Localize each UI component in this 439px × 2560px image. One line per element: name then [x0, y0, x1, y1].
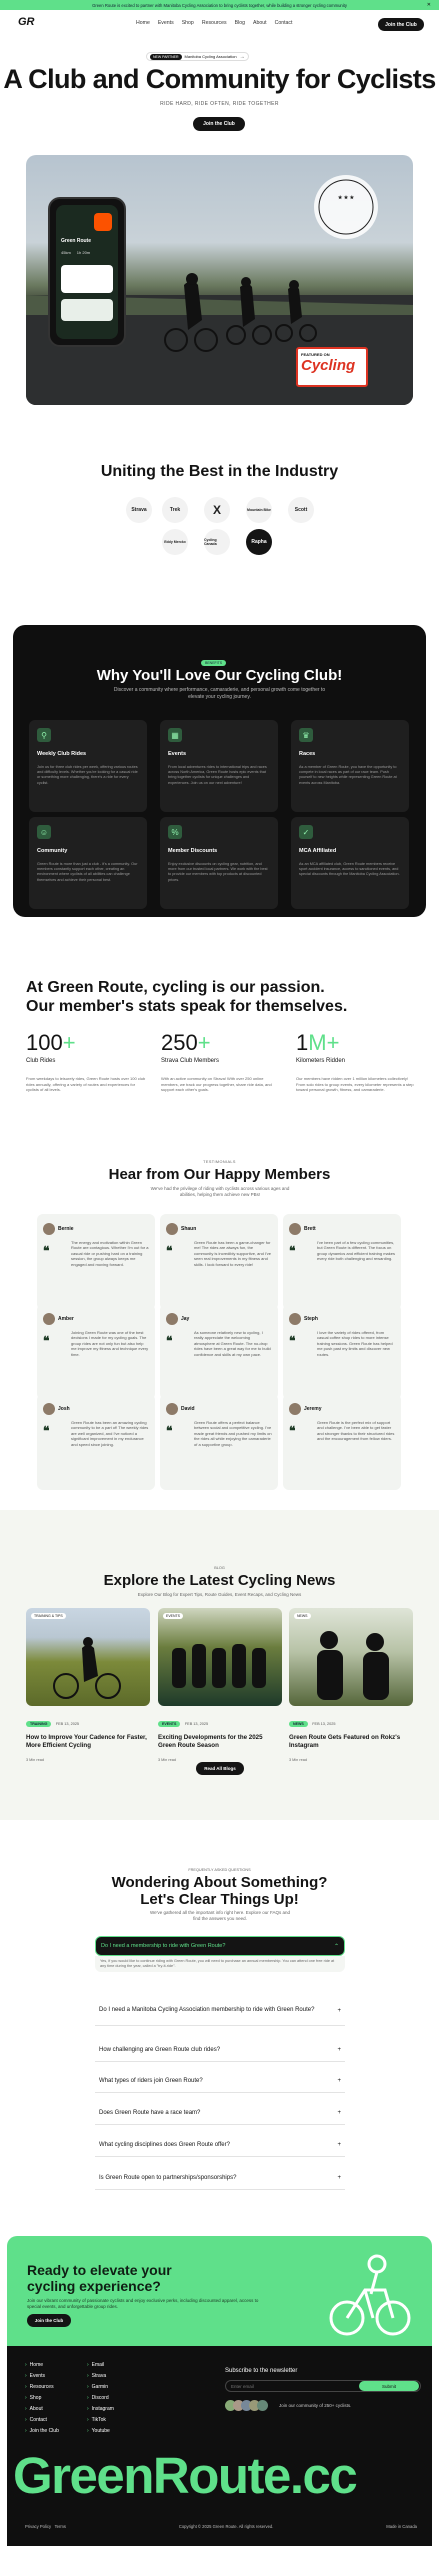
stat-label: Club Rides	[26, 1058, 56, 1064]
faq-question-text: Does Green Route have a race team?	[99, 2109, 201, 2116]
announcement-bar	[0, 0, 439, 10]
avatar	[166, 1313, 178, 1325]
phone-stat-distance: 45km	[61, 250, 71, 255]
navbar	[0, 10, 439, 38]
faq-title-line2: Let's Clear Things Up!	[140, 1891, 299, 1908]
cta-section	[7, 2236, 432, 2346]
footer-social-link[interactable]: › Youtube	[87, 2428, 110, 2434]
testimonial-name: Jeremy	[304, 1405, 322, 1412]
blog-read-time: 3 Min read	[158, 1758, 176, 1762]
testimonial-text: As someone relatively new to cycling, I really appreciate the welcoming atmosphere at Green Route. The no-drop rides have been a great way for me to build confidence and skills at my own pace.	[194, 1330, 271, 1357]
footer-link[interactable]: › Contact	[25, 2417, 47, 2423]
read-all-blogs-button[interactable]: Read All Blogs	[196, 1762, 244, 1775]
faq-title-line1: Wondering About Something?	[111, 1874, 328, 1891]
faq-question-text: Do I need a membership to ride with Green Route?	[101, 1943, 226, 1949]
plus-icon: +	[337, 2109, 341, 2116]
avatar	[166, 1223, 178, 1235]
testimonial-text: Green Route has been a game-changer for me! The rides are always fun, the community is incredibly supportive, and I've seen real improvements in my fitness and skills. I look forward to every ride!	[194, 1240, 272, 1267]
stat-suffix: M+	[308, 1030, 340, 1055]
plus-icon: +	[337, 2007, 341, 2014]
hero-subtitle: RIDE HARD, RIDE OFTEN, RIDE TOGETHER	[160, 101, 279, 107]
arrow-right-icon: →	[239, 53, 245, 60]
testimonial-name: Jay	[181, 1315, 190, 1322]
join-club-nav-button[interactable]: Join the Club	[378, 18, 424, 31]
testimonials-title: Hear from Our Happy Members	[108, 1166, 331, 1183]
feature-title: Weekly Club Rides	[37, 751, 87, 757]
stat-value: 250	[161, 1030, 198, 1055]
blog-post-title: How to Improve Your Cadence for Faster, More Efficient Cycling	[26, 1734, 147, 1749]
plus-icon: +	[337, 2077, 341, 2084]
phone-feed-card	[61, 265, 113, 293]
footer-links-col1	[25, 2362, 59, 2439]
testimonial-card	[283, 1214, 401, 1310]
feature-title: Community	[37, 848, 68, 854]
faq-item[interactable]	[95, 2166, 345, 2190]
cyclist-illustration	[26, 1608, 150, 1706]
avatar	[289, 1403, 301, 1415]
newsletter-email-input[interactable]	[226, 2384, 359, 2389]
feature-desc: Enjoy exclusive discounts on cycling gear, nutrition, and more from our trusted local partners. We work with the best to provide our members with top products at discounted prices.	[168, 862, 268, 882]
footer-link[interactable]: › Shop	[25, 2395, 42, 2401]
features-badge: BENEFITS	[201, 660, 226, 666]
footer-link[interactable]: › Events	[25, 2373, 45, 2379]
blog-subtitle: Explore Our Blog for Expert Tips, Route Guides, Event Recaps, and Cycling News	[137, 1592, 302, 1597]
award-seal: ★ ★ ★	[337, 195, 355, 201]
phone-feed-card	[61, 299, 113, 321]
plus-icon: +	[337, 2046, 341, 2053]
hero-title: A Club and Community for Cyclists	[3, 64, 436, 94]
testimonial-card	[160, 1304, 278, 1400]
faq-badge: FREQUENTLY ASKED QUESTIONS	[188, 1868, 251, 1872]
feature-desc: As a member of Green Route, you have the opportunity to compete in local races as part of our race team. Push yourself to new heights while representing Green Route at events across Manitoba.	[299, 765, 397, 785]
trophy-icon: ♛	[299, 728, 313, 742]
footer-bottom	[25, 2524, 417, 2529]
faq-question-text: What cycling disciplines does Green Route offer?	[99, 2141, 230, 2148]
cyclist-sticker-illustration	[325, 2246, 415, 2346]
faq-title	[0, 1874, 439, 1908]
group-illustration	[158, 1608, 282, 1706]
blog-card[interactable]	[158, 1608, 282, 1762]
feature-mca	[291, 817, 409, 909]
quote-icon: ❝	[43, 1424, 50, 1438]
faq-question-text: What types of riders join Green Route?	[99, 2077, 203, 2084]
logo[interactable]: GR	[18, 16, 35, 28]
testimonial-card	[160, 1214, 278, 1310]
hero-badge-new: NEW PARTNER	[150, 54, 182, 60]
nav-link-home[interactable]: Home	[136, 20, 150, 26]
blog-image	[158, 1608, 282, 1706]
footer-brand: GreenRoute.cc	[13, 2447, 357, 2504]
faq-subtitle: We've gathered all the important info right here. Explore our FAQs and find the answers you need.	[149, 1910, 291, 1921]
feature-desc: From local adventures rides to international trips and races across North America, Green Route hosts epic events that bring together cyclists for unique challenges and experiences. Join us on our next adventure!	[168, 765, 267, 785]
footer-social-link[interactable]: › TikTok	[87, 2417, 106, 2423]
newsletter-submit-button[interactable]: Submit	[359, 2381, 419, 2391]
quote-icon: ❝	[166, 1244, 173, 1258]
plus-icon: +	[337, 2141, 341, 2148]
newsletter-form	[225, 2380, 421, 2392]
partner-logo-eddy-merckx[interactable]: Eddy Merckx	[162, 529, 188, 555]
blog-title: Explore the Latest Cycling News	[103, 1572, 336, 1589]
quote-icon: ❝	[166, 1334, 173, 1348]
testimonial-text: Green Route has been an amazing cycling community to be a part of! The weekly rides are well organized, and I've noticed a significant improvement in my endurance and speed since joining.	[71, 1420, 149, 1447]
footer	[7, 2346, 432, 2546]
faq-answer: Yes, if you would like to continue riding with Green Route, you will need to purchase an annual membership. You can attend one free ride at any time during the year, called a "try-it-ride".	[95, 1956, 345, 1972]
phone-title: Green Route	[61, 238, 92, 244]
blog-post-title: Exciting Developments for the 2025 Green Route Season	[158, 1734, 263, 1749]
testimonial-name: Shaun	[181, 1225, 197, 1232]
cta-desc: Join our vibrant community of passionate cyclists and enjoy exclusive perks, including discounted apparel, access to special events, and unforgettable group rides.	[27, 2298, 259, 2309]
blog-tag: EVENTS	[158, 1721, 180, 1727]
testimonial-text: The energy and motivation within Green Route are contagious. Whether I'm out for a casual ride or pushing hard on a training session, the group always keeps me engaged and moving forward.	[71, 1240, 149, 1267]
close-icon[interactable]: ✕	[426, 2, 431, 8]
badge-icon: ✓	[299, 825, 313, 839]
footer-social-link[interactable]: › Garmin	[87, 2384, 109, 2390]
nav-link-about[interactable]: About	[253, 20, 267, 26]
newsletter-title: Subscribe to the newsletter	[225, 2368, 298, 2374]
stat-desc: Our members have ridden over 1 million kilometers collectively! From solo rides to group events, every kilometer represents a step toward personal growth, fitness, and camaraderie.	[296, 1076, 414, 1092]
strava-icon	[94, 213, 112, 231]
blog-category: TRAINING & TIPS	[31, 1613, 66, 1619]
feature-discounts	[160, 817, 278, 909]
partners-title: Uniting the Best in the Industry	[100, 463, 339, 480]
stat-suffix: +	[197, 1030, 211, 1055]
stat-value: 100	[26, 1030, 63, 1055]
testimonial-name: David	[181, 1405, 195, 1412]
avatar	[257, 2400, 268, 2411]
cta-join-button[interactable]: Join the Club	[27, 2314, 71, 2327]
footer-link[interactable]: › About	[25, 2406, 43, 2412]
testimonial-card	[160, 1394, 278, 1490]
announcement-text[interactable]: Green Route is excited to partner with Manitoba Cycling Association to bring cyclists together, while building a stronger cycling community	[92, 2, 347, 8]
blog-card[interactable]	[289, 1608, 413, 1762]
footer-link[interactable]: › Join the Club	[25, 2428, 59, 2434]
blog-card[interactable]	[26, 1608, 150, 1762]
features-title: Why You'll Love Our Cycling Club!	[96, 667, 343, 684]
partner-logo-cycling-canada[interactable]: Cycling Canada	[204, 529, 230, 555]
stat-kilometers	[296, 1030, 416, 1093]
avatar	[43, 1403, 55, 1415]
stats-title	[26, 978, 416, 1016]
hero-badge-text: Manitoba Cycling Association	[184, 54, 237, 59]
blog-badge: BLOG	[214, 1566, 225, 1570]
stat-strava	[161, 1030, 281, 1093]
feature-title: MCA Affiliated	[299, 848, 337, 854]
partner-logo-rapha[interactable]: Rapha	[246, 529, 272, 555]
nav-link-resources[interactable]: Resources	[201, 20, 227, 26]
faq-question-text: Do I need a Manitoba Cycling Association membership to ride with Green Route?	[99, 2007, 315, 2013]
quote-icon: ❝	[166, 1424, 173, 1438]
avatar	[166, 1403, 178, 1415]
partner-logo-scott[interactable]: Scott	[288, 497, 314, 523]
testimonials-badge: TESTIMONIALS	[203, 1160, 236, 1164]
nav-links	[132, 20, 296, 26]
footer-social-link[interactable]: › Email	[87, 2362, 105, 2368]
stat-label: Strava Club Members	[161, 1058, 220, 1064]
privacy-link[interactable]: Privacy Policy	[25, 2524, 52, 2529]
faq-item[interactable]	[95, 2069, 345, 2093]
blog-date: FEB 13, 2025	[55, 1722, 80, 1726]
features-section	[13, 625, 426, 917]
made-in-text: Made in Canada	[386, 2524, 417, 2529]
feature-desc: Green Route is more than just a club - it's a community. Our members constantly support each other, creating an environment where cyclists of all abilities can challenge themselves and achieve their personal best.	[37, 862, 138, 882]
faq-item[interactable]	[95, 2133, 345, 2157]
quote-icon: ❝	[43, 1244, 50, 1258]
blog-date: FEB 13, 2025	[312, 1722, 336, 1726]
hero-image	[26, 155, 413, 405]
testimonial-text: Joining Green Route was one of the best decisions I made for my cycling goals. The group rides are not only fun but also help me improve my fitness and technique every time.	[71, 1330, 149, 1357]
phone-stat-time: 1h 20m	[76, 250, 91, 255]
stat-rides	[26, 1030, 146, 1093]
faq-item-open[interactable]	[95, 1936, 345, 1978]
phone-screen	[56, 205, 118, 339]
testimonial-name: Bernie	[58, 1225, 74, 1232]
testimonial-text: I've been part of a few cycling communities, but Green Route is different. The focus on group dynamics and efficient training makes every ride both challenging and rewarding.	[317, 1240, 395, 1262]
avatar	[289, 1223, 301, 1235]
blog-read-time: 3 Min read	[26, 1758, 44, 1762]
blog-category: NEWS	[294, 1613, 311, 1619]
footer-link[interactable]: › Resources	[25, 2384, 54, 2390]
faq-question-open[interactable]	[95, 1936, 345, 1956]
terms-link[interactable]: Terms	[54, 2524, 66, 2529]
quote-icon: ❝	[289, 1334, 296, 1348]
feature-desc: Join us for three club rides per week, offering various routes and difficulty levels. Whether you're looking for a casual ride or something more challenging, there's a ride for every cyclist.	[37, 765, 138, 785]
blog-read-time: 3 Min read	[289, 1758, 307, 1762]
testimonial-card	[283, 1394, 401, 1490]
stats-title-line2: Our member's stats speak for themselves.	[26, 998, 348, 1015]
community-avatars	[225, 2400, 268, 2411]
partners-logos	[0, 495, 439, 555]
footer-social-link[interactable]: › Discord	[87, 2395, 109, 2401]
testimonial-text: Green Route is the perfect mix of support and challenge. I've been able to get faster and stronger thanks to their structured rides and the encouragement from fellow riders.	[317, 1420, 395, 1442]
testimonial-card	[283, 1304, 401, 1400]
copyright-text: Copyright © 2025 Green Route. All rights reserved.	[178, 2524, 274, 2529]
testimonial-name: Brett	[304, 1225, 316, 1232]
nav-link-shop[interactable]: Shop	[181, 20, 194, 26]
nav-link-contact[interactable]: Contact	[274, 20, 293, 26]
faq-question-text: Is Green Route open to partnerships/sponsorships?	[99, 2174, 237, 2181]
blog-tag: TRAINING	[26, 1721, 51, 1727]
cta-title-line2: cycling experience?	[27, 2278, 161, 2294]
testimonial-card	[37, 1394, 155, 1490]
quote-icon: ❝	[289, 1244, 296, 1258]
stat-value: 1	[296, 1030, 309, 1055]
feature-events	[160, 720, 278, 812]
blog-post-title: Green Route Gets Featured on Rokz's Instagram	[289, 1734, 401, 1749]
avatar	[43, 1313, 55, 1325]
faq-item[interactable]	[95, 1996, 345, 2026]
testimonial-name: Josh	[58, 1405, 70, 1412]
blog-image	[26, 1608, 150, 1706]
hero-badge[interactable]	[146, 52, 249, 61]
blog-section	[0, 1510, 439, 1820]
faq-item[interactable]	[95, 2038, 345, 2062]
feature-title: Races	[299, 751, 316, 757]
chevron-up-icon: ⌃	[333, 1943, 339, 1950]
testimonial-card	[37, 1214, 155, 1310]
plus-icon: +	[337, 2174, 341, 2181]
phone-mockup	[48, 197, 126, 347]
bike-icon: ⚲	[37, 728, 51, 742]
feature-title: Member Discounts	[168, 848, 218, 854]
partner-logo-strava[interactable]: Strava	[126, 497, 152, 523]
features-subtitle: Discover a community where performance, camaraderie, and personal growth come together to elevate your cycling journey.	[113, 687, 326, 700]
featured-sign-brand: Cycling	[301, 357, 356, 374]
footer-social-link[interactable]: › Strava	[87, 2373, 107, 2379]
testimonial-name: Amber	[58, 1315, 74, 1322]
quote-icon: ❝	[289, 1424, 296, 1438]
partner-logo-trek[interactable]: Trek	[162, 497, 188, 523]
stat-suffix: +	[62, 1030, 76, 1055]
testimonial-card	[37, 1304, 155, 1400]
feature-desc: As an MCA affiliated club, Green Route members receive sport accident insurance, access to sanctioned events, and special discounts through the Manitoba Cycling Association.	[299, 862, 400, 877]
avatar	[43, 1223, 55, 1235]
calendar-icon: ▦	[168, 728, 182, 742]
footer-social-link[interactable]: › Instagram	[87, 2406, 114, 2412]
stat-desc: From weekdays to leisurely rides, Green Route hosts over 100 club rides annually, offering a variety of routes and experiences for cyclists of all levels.	[26, 1076, 146, 1092]
hero-join-button[interactable]: Join the Club	[193, 117, 245, 131]
cta-title	[27, 2262, 172, 2294]
faq-item[interactable]	[95, 2101, 345, 2125]
faq-question-text: How challenging are Green Route club rides?	[99, 2046, 221, 2053]
blog-category: EVENTS	[163, 1613, 183, 1619]
tag-icon: %	[168, 825, 182, 839]
stat-desc: With an active community on Strava! With over 250 online members, we track our progress together, share ride data, and support each other's goals.	[161, 1076, 272, 1092]
blog-image	[289, 1608, 413, 1706]
feature-title: Events	[168, 751, 187, 757]
people-icon: ☺	[37, 825, 51, 839]
blog-date: FEB 13, 2025	[184, 1722, 209, 1726]
avatar	[289, 1313, 301, 1325]
stats-title-line1: At Green Route, cycling is our passion.	[26, 979, 325, 996]
stat-label: Kilometers Ridden	[296, 1058, 346, 1064]
cta-title-line1: Ready to elevate your	[27, 2262, 172, 2278]
testimonial-name: Steph	[304, 1315, 318, 1322]
rider-illustration	[289, 1608, 413, 1706]
blog-tag: NEWS	[289, 1721, 308, 1727]
testimonial-text: I love the variety of rides offered, from casual coffee shop rides to more intense training sessions. Green Route has helped me push past my limits and discover new routes.	[317, 1330, 393, 1357]
nav-link-blog[interactable]: Blog	[234, 20, 246, 26]
feature-races	[291, 720, 409, 812]
quote-icon: ❝	[43, 1334, 50, 1348]
testimonial-text: Green Route offers a perfect balance between social and competitive cycling. I've made great friends and pushed my limits on the rides all while enjoying the camaraderie of a supportive group.	[194, 1420, 272, 1447]
footer-link[interactable]: › Home	[25, 2362, 44, 2368]
feature-community	[29, 817, 147, 909]
testimonials-subtitle: We've had the privilege of riding with cyclists across various ages and abilities, helping them achieve new PBs!	[150, 1186, 290, 1197]
partner-logo-mountain-bike[interactable]: Mountain Bike	[246, 497, 272, 523]
featured-sign	[296, 347, 368, 387]
featured-sign-label: FEATURED ON	[301, 352, 330, 357]
partner-logo-x[interactable]: X	[204, 497, 230, 523]
footer-links-col2	[87, 2362, 114, 2439]
nav-link-events[interactable]: Events	[157, 20, 174, 26]
community-text: Join our community of 250+ cyclists.	[279, 2403, 352, 2408]
feature-weekly-rides	[29, 720, 147, 812]
